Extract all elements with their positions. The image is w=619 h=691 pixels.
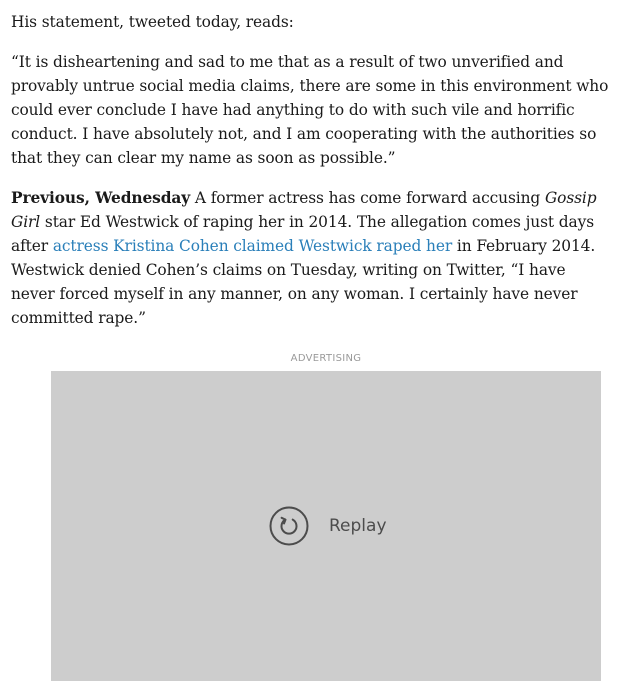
show-title: Gossip Girl bbox=[11, 189, 597, 231]
kristina-cohen-link[interactable]: actress Kristina Cohen claimed Westwick raped her bbox=[52, 237, 453, 255]
article-body bbox=[11, 10, 613, 330]
statement-quote: “It is disheartening and sad to me that as a result of two unverified and provably untrue social media claims, there are some in this environment who could ever conclude I have had anything to do with such vile and horrific conduct. I have absolutely not, and I am cooperating with the authorities so that they can clear my name as soon as possible.” bbox=[11, 53, 609, 167]
replay-icon bbox=[269, 506, 309, 546]
update-lead: Previous, Wednesday bbox=[11, 189, 191, 207]
paragraph-text-2: star Ed Westwick of raping her in 2014. The allegation comes just days after bbox=[11, 213, 595, 255]
advertising-label: ADVERTISING bbox=[290, 353, 362, 364]
previous-update-paragraph bbox=[11, 186, 613, 330]
replay-button[interactable] bbox=[269, 506, 387, 546]
paragraph-text-1: A former actress has come forward accusing bbox=[190, 189, 545, 207]
replay-label: Replay bbox=[329, 516, 387, 536]
paragraph-text-3: in February 2014. Westwick denied Cohen’s claims on Tuesday, writing on Twitter, “I have never forced myself in any manner, on any woman. I certainly have never committed rape.” bbox=[11, 237, 596, 327]
statement-intro: His statement, tweeted today, reads: bbox=[11, 13, 294, 31]
video-ad-player[interactable] bbox=[51, 371, 601, 681]
